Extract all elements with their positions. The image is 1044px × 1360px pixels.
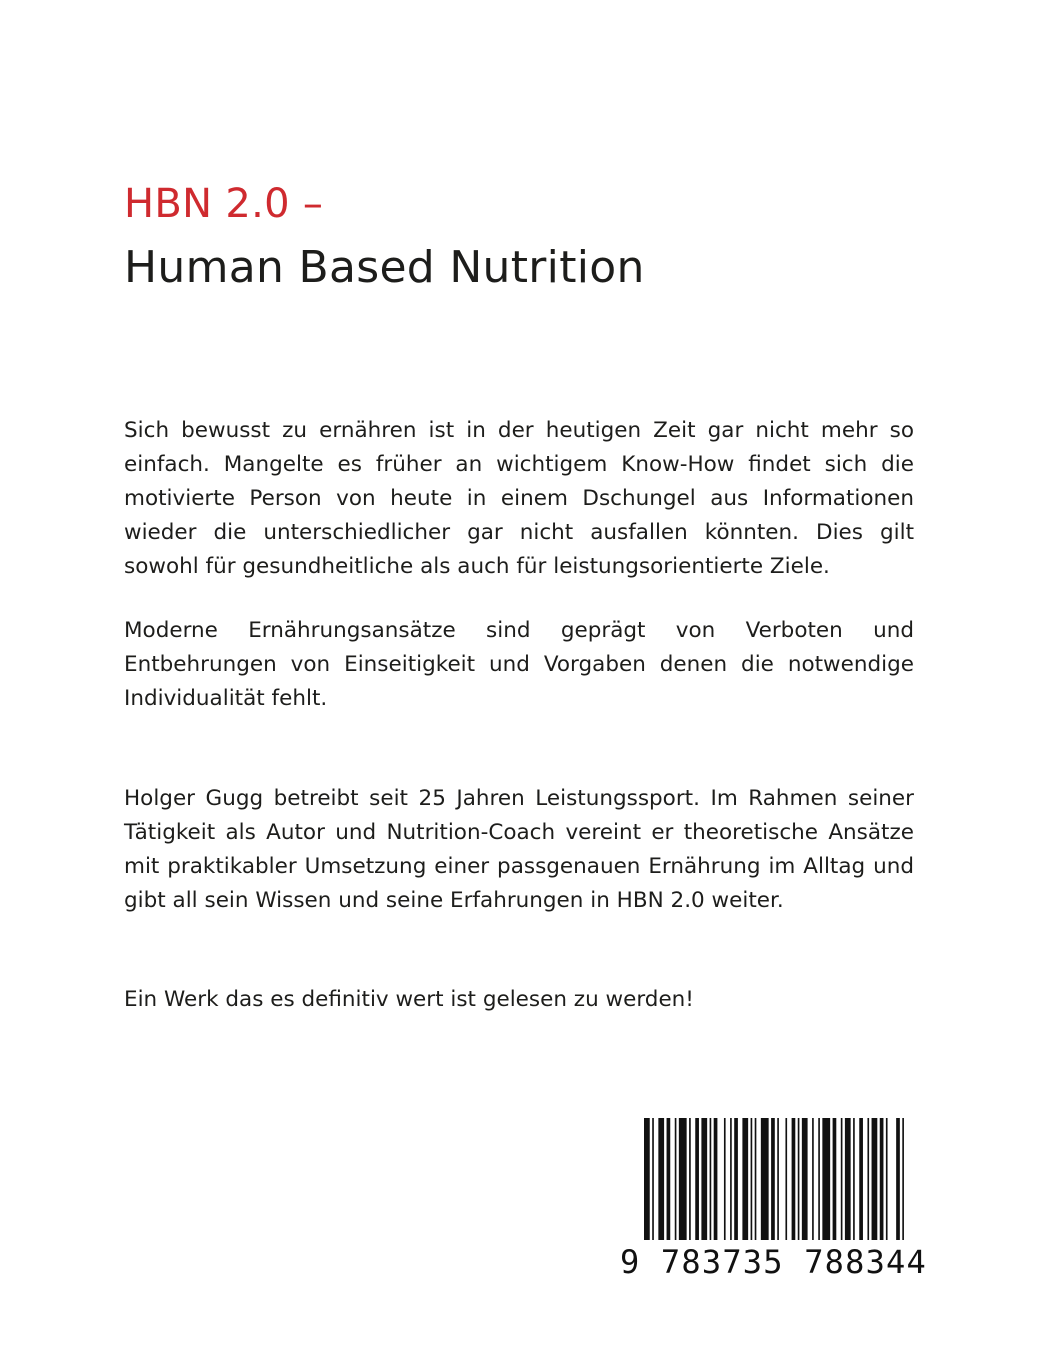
title-line-1: HBN 2.0 – (124, 181, 324, 227)
paragraph-intro: Sich bewusst zu ernähren ist in der heutigen Zeit gar nicht mehr so einfach. Mangelte es früher an wichtigem Know-How findet sich die motivierte Person von heute in einem Dschungel aus Informationen wieder die unterschiedlicher gar nicht ausfallen könnten. Dies gilt sowohl für gesundheitliche als auch für leistungsorientierte Ziele. (124, 418, 914, 579)
paragraph-modern-approaches: Moderne Ernährungsansätze sind geprägt von Verboten und Entbehrungen von Einseitigkeit und Vorgaben denen die notwendige Individualität fehlt. (124, 618, 914, 711)
paragraph-author: Holger Gugg betreibt seit 25 Jahren Leistungssport. Im Rahmen seiner Tätigkeit als Autor und Nutrition-Coach vereint er theoretische Ansätze mit praktikabler Umsetzung einer passgenauen Ernährung im Alltag und gibt all sein Wissen und seine Erfahrungen in HBN 2.0 weiter. (124, 786, 914, 913)
paragraph-closing: Ein Werk das es definitiv wert ist gelesen zu werden! (124, 987, 694, 1012)
title-block (124, 178, 924, 296)
isbn-barcode (620, 1118, 927, 1288)
barcode-number: 9 783735 788344 (620, 1243, 927, 1281)
barcode-bars-icon (620, 1118, 916, 1246)
title-line-2: Human Based Nutrition (124, 242, 645, 293)
